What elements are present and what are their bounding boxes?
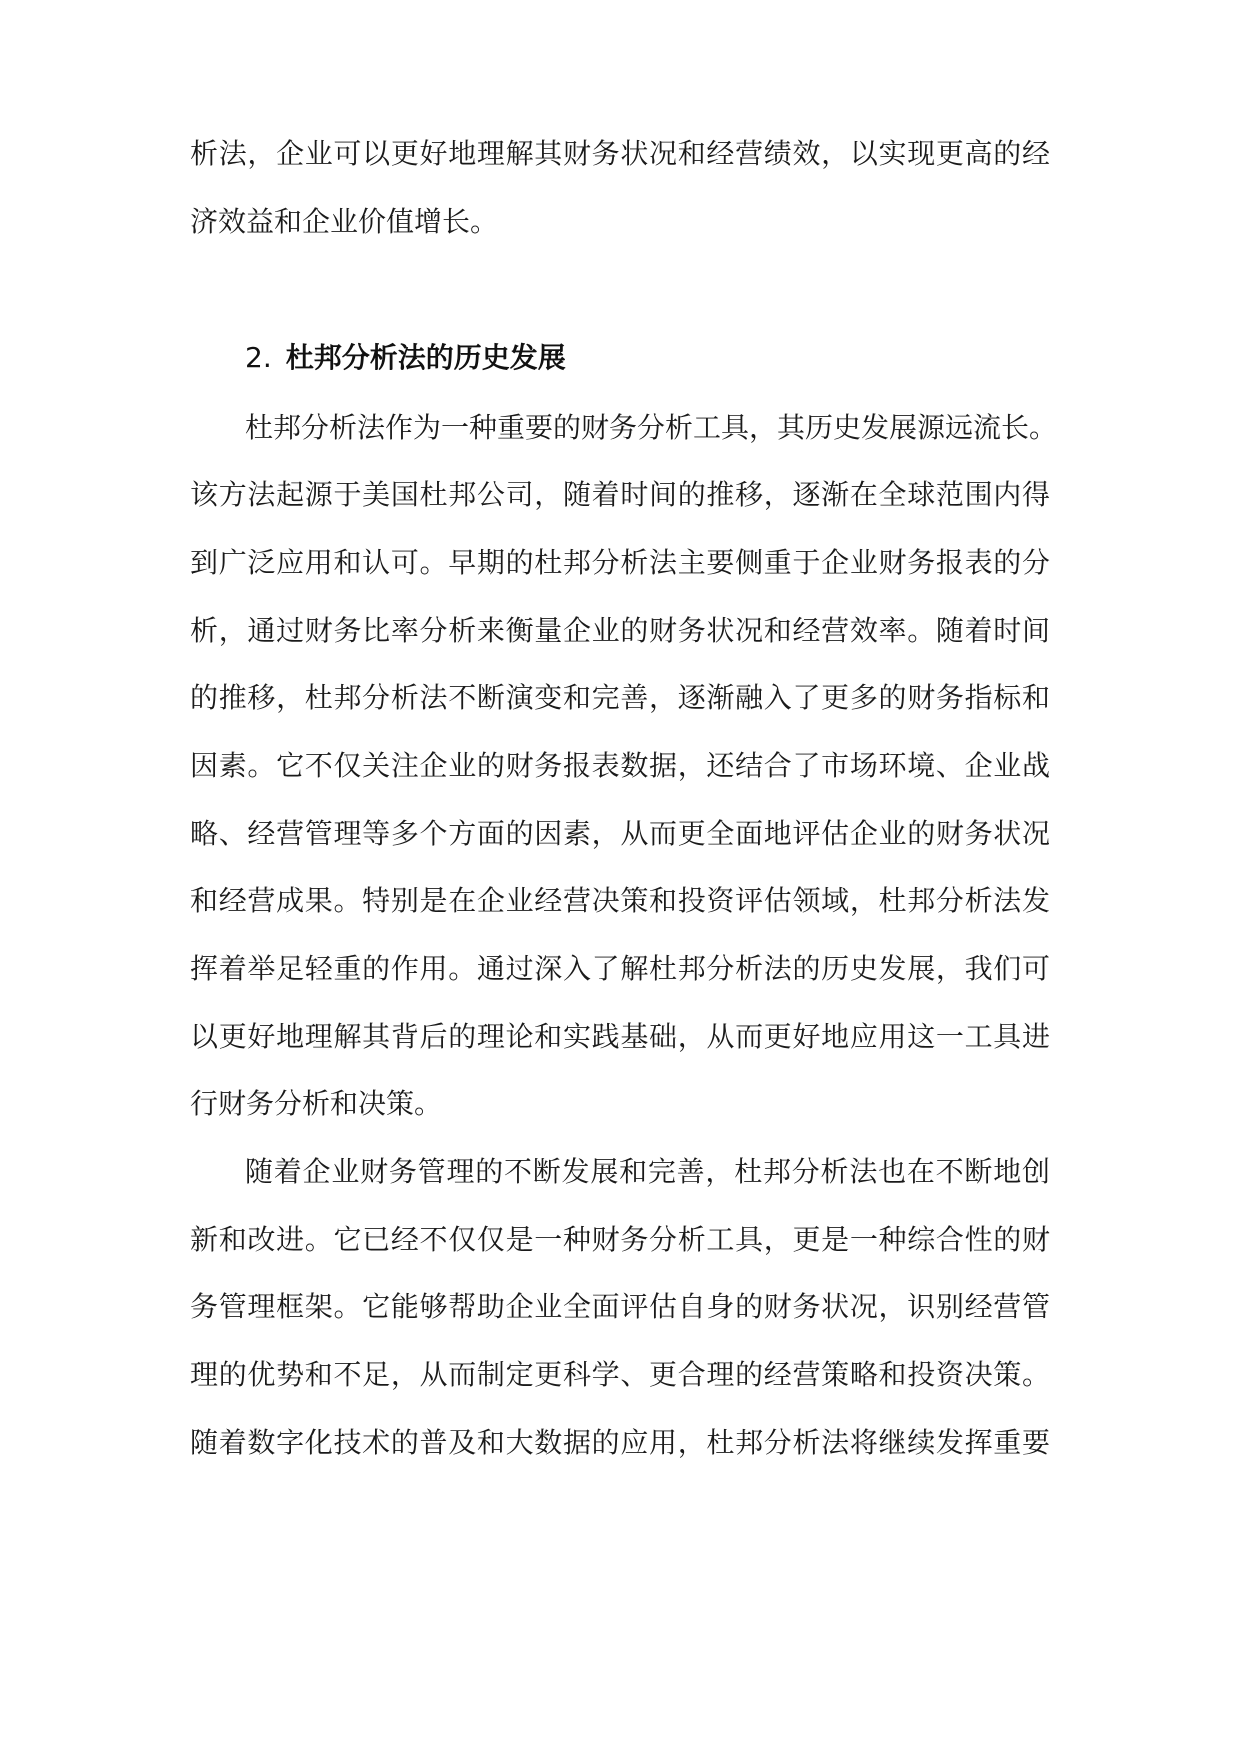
- paragraph-line: 理的优势和不足，从而制定更科学、更合理的经营策略和投资决策。: [190, 1358, 1050, 1391]
- section-heading: [245, 333, 566, 383]
- section-number: 2.: [245, 341, 272, 374]
- paragraph-line: 务管理框架。它能够帮助企业全面评估自身的财务状况，识别经营管: [190, 1290, 1050, 1323]
- paragraph-line: 挥着举足轻重的作用。通过深入了解杜邦分析法的历史发展，我们可: [190, 952, 1050, 985]
- paragraph-line: 到广泛应用和认可。早期的杜邦分析法主要侧重于企业财务报表的分: [190, 546, 1050, 579]
- intro-line-1: 析法，企业可以更好地理解其财务状况和经营绩效，以实现更高的经: [190, 137, 1050, 170]
- section-title: 杜邦分析法的历史发展: [285, 341, 566, 374]
- paragraph-line: 杜邦分析法作为一种重要的财务分析工具，其历史发展源远流长。: [245, 411, 1058, 444]
- paragraph-line: 析，通过财务比率分析来衡量企业的财务状况和经营效率。随着时间: [190, 614, 1050, 647]
- paragraph-line: 随着数字化技术的普及和大数据的应用，杜邦分析法将继续发挥重要: [190, 1426, 1050, 1459]
- paragraph-line: 和经营成果。特别是在企业经营决策和投资评估领域，杜邦分析法发: [190, 884, 1050, 917]
- paragraph-line: 随着企业财务管理的不断发展和完善，杜邦分析法也在不断地创: [245, 1155, 1050, 1188]
- paragraph-line: 该方法起源于美国杜邦公司，随着时间的推移，逐渐在全球范围内得: [190, 478, 1050, 511]
- paragraph-line: 因素。它不仅关注企业的财务报表数据，还结合了市场环境、企业战: [190, 749, 1050, 782]
- paragraph-line: 的推移，杜邦分析法不断演变和完善，逐渐融入了更多的财务指标和: [190, 681, 1050, 714]
- paragraph-line: 新和改进。它已经不仅仅是一种财务分析工具，更是一种综合性的财: [190, 1223, 1050, 1256]
- paragraph-line: 行财务分析和决策。: [190, 1087, 443, 1120]
- paragraph-line: 略、经营管理等多个方面的因素，从而更全面地评估企业的财务状况: [190, 817, 1050, 850]
- intro-line-2: 济效益和企业价值增长。: [190, 205, 499, 238]
- paragraph-line: 以更好地理解其背后的理论和实践基础，从而更好地应用这一工具进: [190, 1020, 1050, 1053]
